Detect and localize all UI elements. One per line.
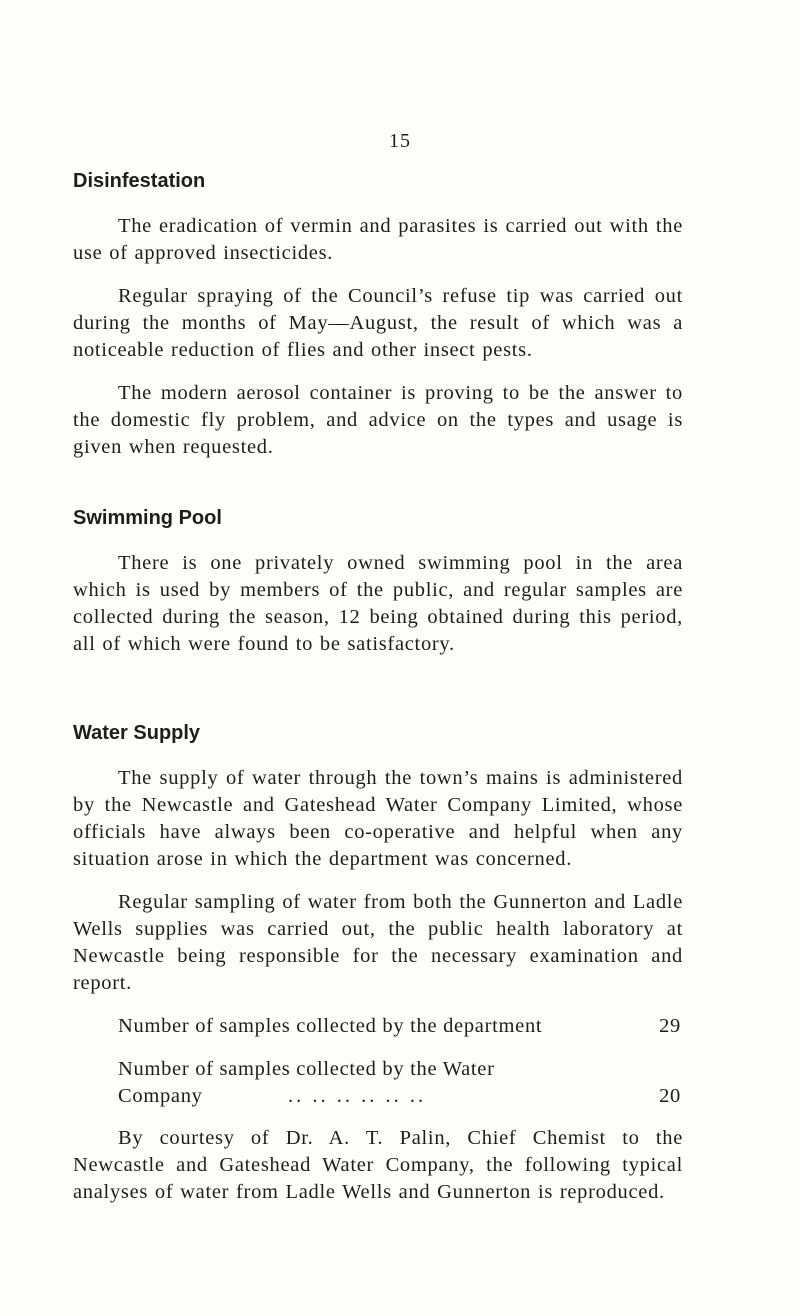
paragraph: By courtesy of Dr. A. T. Palin, Chief Chemist to the Newcastle and Gateshead Water Company, the following typical analyses of water from Ladle Wells and Gunnerton is reproduced.: [73, 1127, 683, 1203]
sample-value: 20: [659, 1085, 681, 1107]
section-heading: Water Supply: [73, 722, 201, 744]
paragraph: Regular sampling of water from both the Gunnerton and Ladle Wells supplies was carried out, the public health laboratory at Newcastle being responsible for the necessary examination and report.: [73, 891, 683, 994]
sample-value: 29: [659, 1015, 681, 1037]
paragraph: The eradication of vermin and parasites is carried out with the use of approved insecticides.: [73, 215, 683, 264]
paragraph: There is one privately owned swimming pool in the area which is used by members of the public, and regular samples are collected during the season, 12 being obtained during this period, all of which were found to be satisfactory.: [73, 552, 683, 655]
closing-block: [73, 1125, 683, 1206]
page-number: 15: [389, 130, 411, 152]
section-water-supply: [73, 720, 683, 997]
section-heading: Disinfestation: [73, 170, 206, 192]
sample-label: Number of samples collected by the department: [118, 1015, 543, 1037]
paragraph: The supply of water through the town’s mains is administered by the Newcastle and Gateshead Water Company Limited, whose officials have always been co-operative and helpful when any situation arose in which the department was concerned.: [73, 767, 683, 870]
paragraph: The modern aerosol container is proving to be the answer to the domestic fly problem, and advice on the types and usage is given when requested.: [73, 382, 683, 458]
dot-leaders: .. .. .. .. .. ..: [288, 1085, 427, 1107]
section-heading: Swimming Pool: [73, 507, 222, 529]
paragraph: Regular spraying of the Council’s refuse tip was carried out during the months of May—August, the result of which was a noticeable reduction of flies and other insect pests.: [73, 285, 683, 361]
sample-label: Number of samples collected by the Water: [118, 1058, 495, 1080]
section-swimming-pool: [73, 505, 683, 658]
section-disinfestation: [73, 168, 683, 461]
sample-label-cont: Company: [118, 1085, 203, 1107]
